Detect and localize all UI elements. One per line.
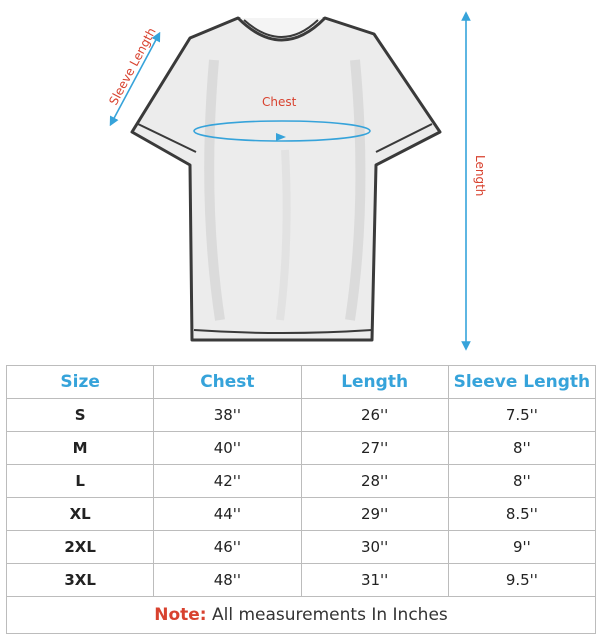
note-cell (7, 597, 596, 634)
sleeve-length-cell: 9'' (448, 531, 595, 564)
table-row (7, 465, 596, 498)
tshirt-shape (132, 18, 440, 340)
length-cell: 28'' (301, 465, 448, 498)
size-cell: S (7, 399, 154, 432)
size-cell: 2XL (7, 531, 154, 564)
header-length: Length (301, 366, 448, 399)
sleeve-length-cell: 8'' (448, 465, 595, 498)
table-row (7, 564, 596, 597)
note-text: All measurements In Inches (206, 605, 448, 625)
table-row (7, 432, 596, 465)
header-size: Size (7, 366, 154, 399)
table-header-row (7, 366, 596, 399)
chest-cell: 48'' (154, 564, 301, 597)
table-row (7, 498, 596, 531)
length-cell: 27'' (301, 432, 448, 465)
size-cell: XL (7, 498, 154, 531)
chest-cell: 40'' (154, 432, 301, 465)
size-cell: M (7, 432, 154, 465)
size-cell: 3XL (7, 564, 154, 597)
length-cell: 31'' (301, 564, 448, 597)
chest-cell: 46'' (154, 531, 301, 564)
chest-cell: 38'' (154, 399, 301, 432)
header-chest: Chest (154, 366, 301, 399)
length-cell: 26'' (301, 399, 448, 432)
header-sleeve-length: Sleeve Length (448, 366, 595, 399)
note-label: Note: (154, 605, 207, 625)
note-row (7, 597, 596, 634)
length-cell: 29'' (301, 498, 448, 531)
length-cell: 30'' (301, 531, 448, 564)
chest-cell: 44'' (154, 498, 301, 531)
size-cell: L (7, 465, 154, 498)
sleeve-length-cell: 8.5'' (448, 498, 595, 531)
chest-cell: 42'' (154, 465, 301, 498)
table-row (7, 531, 596, 564)
length-label: Length (473, 155, 487, 197)
sleeve-length-cell: 7.5'' (448, 399, 595, 432)
sleeve-length-label: Sleeve Length (106, 25, 159, 108)
sleeve-length-cell: 8'' (448, 432, 595, 465)
size-chart-table (6, 365, 596, 634)
chest-label: Chest (262, 95, 297, 109)
table-row (7, 399, 596, 432)
sleeve-length-cell: 9.5'' (448, 564, 595, 597)
